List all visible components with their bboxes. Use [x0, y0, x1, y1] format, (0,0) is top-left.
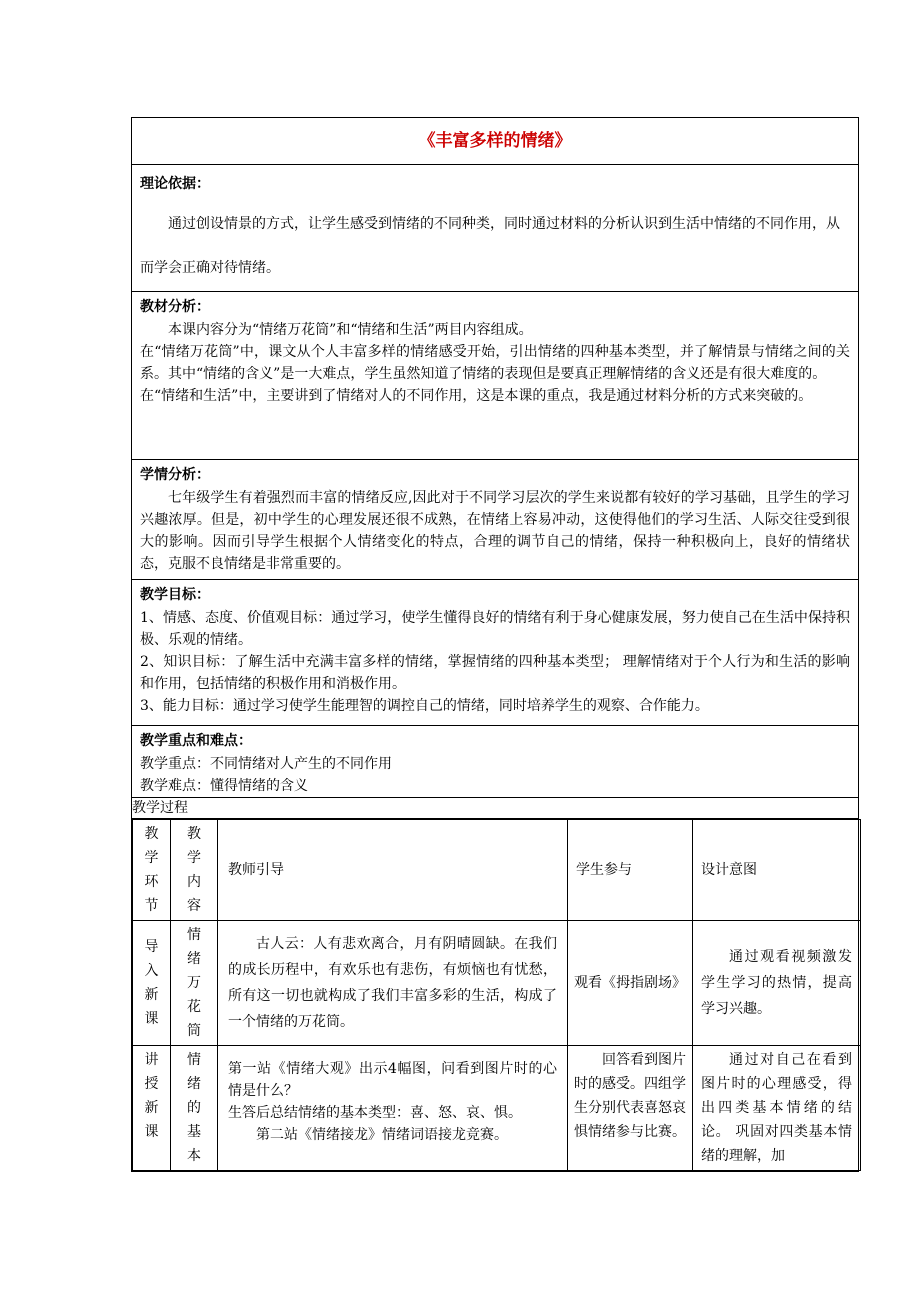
goals-heading: 教学目标： — [140, 587, 210, 603]
row-content: 情 绪 的 基 本 — [171, 1046, 218, 1171]
lesson-plan-table — [131, 117, 859, 1172]
row-stage: 讲 授 新 课 — [133, 1046, 171, 1171]
goal-item-1: 1、情感、态度、价值观目标：通过学习，使学生懂得良好的情绪有利于身心健康发展，努力使自己在生活中保持积极、乐观的情绪。 — [140, 610, 850, 648]
textbook-heading: 教材分析： — [140, 299, 210, 315]
header-stage: 教 学 环 节 — [133, 820, 171, 921]
textbook-paragraph-3: 在“情绪和生活”中，主要讲到了情绪对人的不同作用，这是本课的重点，我是通过材料分析的方式来突破的。 — [140, 388, 813, 404]
textbook-paragraph-1: 本课内容分为“情绪万花筒”和“情绪和生活”两目内容组成。 — [168, 322, 533, 338]
process-label: 教学过程 — [132, 798, 859, 819]
textbook-paragraph-2: 在“情绪万花筒”中，课文从个人丰富多样的情绪感受开始，引出情绪的四种基本类型，并了解情景与情绪之间的关系。其中“情绪的含义”是一大难点，学生虽然知道了情绪的表现但是要真正理解情绪的含义还是有很大难度的。 — [140, 344, 850, 382]
header-content: 教 学 内 容 — [171, 820, 218, 921]
teaching-difficulty: 教学难点：懂得情绪的含义 — [140, 778, 308, 794]
table-row — [133, 1046, 861, 1171]
goals-section — [132, 580, 859, 726]
row-design: 通过对自己在看到图片时的心理感受，得出四类基本情绪的结论。 巩固对四类基本情绪的理解，加 — [693, 1046, 861, 1171]
row-student: 回答看到图片时的感受。四组学生分别代表喜怒哀惧情绪参与比赛。 — [568, 1046, 693, 1171]
document-title: 《丰富多样的情绪》 — [132, 118, 859, 165]
students-text: 七年级学生有着强烈而丰富的情绪反应,因此对于不同学习层次的学生来说都有较好的学习基础，且学生的学习兴趣浓厚。但是，初中学生的心理发展还很不成熟，在情绪上容易冲动，这使得他们的学习生活、人际交往受到很大的影响。因而引导学生根据个人情绪变化的特点，合理的调节自己的情绪，保持一种积极向上，良好的情绪状态，克服不良情绪是非常重要的。 — [140, 490, 850, 572]
students-section — [132, 460, 859, 580]
keypoints-section — [132, 726, 859, 798]
row-teacher: 古人云：人有悲欢离合，月有阴晴圆缺。在我们的成长历程中，有欢乐也有悲伤，有烦恼也有忧愁，所有这一切也就构成了我们丰富多彩的生活，构成了一个情绪的万花筒。 — [218, 921, 568, 1046]
goal-item-2: 2、知识目标：了解生活中充满丰富多样的情绪，掌握情绪的四种基本类型； 理解情绪对于个人行为和生活的影响和作用，包括情绪的积极作用和消极作用。 — [140, 654, 850, 692]
row-student: 观看《拇指剧场》 — [568, 921, 693, 1046]
header-design: 设计意图 — [693, 820, 861, 921]
theory-heading: 理论依据： — [140, 176, 210, 192]
row-content: 情 绪 万 花 筒 — [171, 921, 218, 1046]
header-student: 学生参与 — [568, 820, 693, 921]
teaching-focus: 教学重点：不同情绪对人产生的不同作用 — [140, 756, 392, 772]
header-teacher: 教师引导 — [218, 820, 568, 921]
goal-item-3: 3、能力目标：通过学习使学生能理智的调控自己的情绪，同时培养学生的观察、合作能力。 — [140, 698, 709, 714]
process-table — [132, 819, 861, 1171]
textbook-section — [132, 292, 859, 460]
lesson-plan-document — [131, 117, 859, 1172]
table-row — [133, 921, 861, 1046]
row-stage: 导 入 新 课 — [133, 921, 171, 1046]
process-section — [132, 819, 859, 1172]
theory-text: 通过创设情景的方式，让学生感受到情绪的不同种类，同时通过材料的分析认识到生活中情绪的不同作用，从而学会正确对待情绪。 — [140, 216, 840, 276]
row-design: 通过观看视频激发学生学习的热情，提高学习兴趣。 — [693, 921, 861, 1046]
row-teacher: 第一站《情绪大观》出示4幅图，问看到图片时的心情是什么？ 生答后总结情绪的基本类型：喜、怒、哀、惧。 第二站《情绪接龙》情绪词语接龙竞赛。 — [218, 1046, 568, 1171]
students-heading: 学情分析： — [140, 467, 210, 483]
keypoints-heading: 教学重点和难点： — [140, 733, 252, 749]
theory-section — [132, 165, 859, 292]
process-header-row — [133, 820, 861, 921]
